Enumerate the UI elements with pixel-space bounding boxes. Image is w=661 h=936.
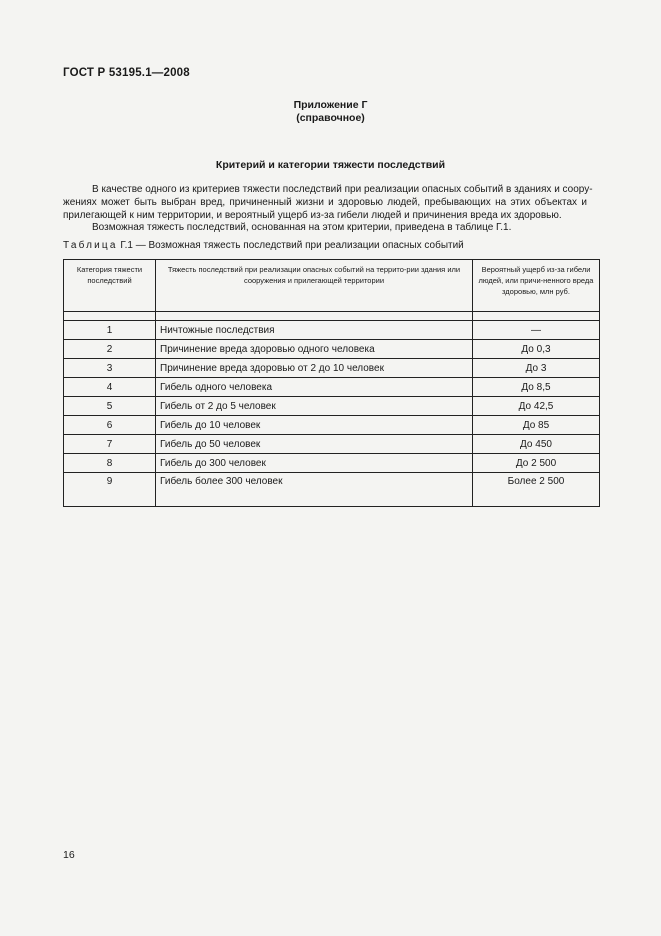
table-caption [63, 240, 464, 251]
header-severity: Тяжесть последствий при реализации опасных событий на террито-рии здания или сооружения и прилегающей территории [156, 260, 473, 312]
cell-category: 4 [64, 378, 156, 397]
table-row [64, 454, 600, 473]
cell-category: 8 [64, 454, 156, 473]
standard-number: ГОСТ Р 53195.1—2008 [63, 67, 190, 79]
page-number: 16 [63, 849, 75, 861]
cell-damage: До 2 500 [473, 454, 600, 473]
table-row [64, 359, 600, 378]
table-row [64, 397, 600, 416]
cell-severity: Гибель до 10 человек [156, 416, 473, 435]
paragraph-line: Возможная тяжесть последствий, основанная на этом критерии, приведена в таблице Г.1. [92, 222, 512, 233]
appendix-title: Приложение Г [293, 99, 368, 111]
section-title: Критерий и категории тяжести последствий [215, 159, 446, 171]
paragraph-line: жениях может быть выбран вред, причиненный жизни и здоровью людей, пребывающих на этих объектах и [63, 197, 587, 208]
table-row [64, 378, 600, 397]
cell-category: 9 [64, 473, 156, 507]
cell-category: 2 [64, 340, 156, 359]
cell-damage: До 85 [473, 416, 600, 435]
table-row [64, 473, 600, 507]
cell-severity: Гибель более 300 человек [156, 473, 473, 507]
cell-category: 1 [64, 321, 156, 340]
cell-damage: До 42,5 [473, 397, 600, 416]
table-caption-label: Таблица [63, 240, 118, 251]
table-row [64, 321, 600, 340]
cell-severity: Ничтожные последствия [156, 321, 473, 340]
cell-severity: Гибель от 2 до 5 человек [156, 397, 473, 416]
paragraph-line: В качестве одного из критериев тяжести последствий при реализации опасных событий в зданиях и соору- [92, 184, 593, 195]
cell-severity: Гибель до 50 человек [156, 435, 473, 454]
cell-category: 5 [64, 397, 156, 416]
table-row [64, 435, 600, 454]
cell-severity: Гибель одного человека [156, 378, 473, 397]
paragraph-line: прилегающей к ним территории, и вероятный ущерб из-за гибели людей и причинения вреда их здоровью. [63, 210, 562, 221]
paragraph-criteria [63, 183, 599, 222]
cell-damage: До 0,3 [473, 340, 600, 359]
cell-damage: До 8,5 [473, 378, 600, 397]
cell-severity: Гибель до 300 человек [156, 454, 473, 473]
table-row [64, 416, 600, 435]
cell-category: 6 [64, 416, 156, 435]
severity-table [63, 259, 600, 507]
cell-damage: — [473, 321, 600, 340]
cell-category: 7 [64, 435, 156, 454]
table-spacer-row [64, 312, 600, 321]
cell-damage: До 3 [473, 359, 600, 378]
cell-severity: Причинение вреда здоровью одного человека [156, 340, 473, 359]
appendix-subtitle: (справочное) [296, 112, 365, 124]
cell-severity: Причинение вреда здоровью от 2 до 10 человек [156, 359, 473, 378]
appendix-heading [0, 99, 661, 125]
cell-damage: До 450 [473, 435, 600, 454]
table-row [64, 340, 600, 359]
header-category: Категория тяжести последствий [64, 260, 156, 312]
table-caption-text: Г.1 — Возможная тяжесть последствий при реализации опасных событий [117, 240, 464, 251]
cell-damage: Более 2 500 [473, 473, 600, 507]
cell-category: 3 [64, 359, 156, 378]
table-header-row [64, 260, 600, 312]
paragraph-table-reference [63, 221, 599, 234]
header-damage: Вероятный ущерб из-за гибели людей, или причи-ненного вреда здоровью, млн руб. [473, 260, 600, 312]
